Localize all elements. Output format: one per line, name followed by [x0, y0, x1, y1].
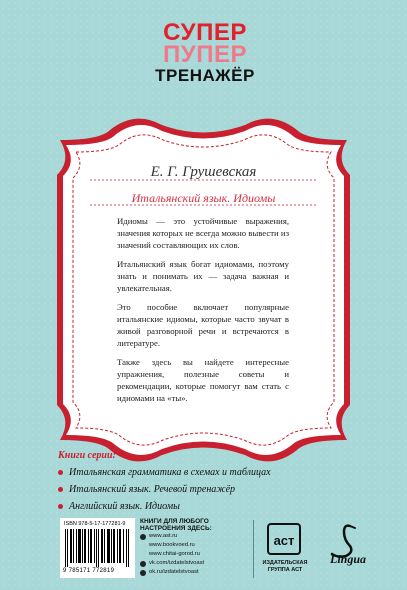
shop-link-label: www.chitai-gorod.ru [149, 551, 200, 557]
shop-link-label: ok.ru/izdatelstvoast [149, 569, 199, 575]
imprint-name: Lingua [330, 552, 367, 566]
series-list-item [58, 481, 358, 498]
series-list-heading: Книги серии: [58, 450, 116, 461]
series-list-item [58, 498, 358, 515]
annotation-paragraph: Это пособие включает популярные итальянские идиомы, которые часто звучат в живой разговорной речи и встречаются в литературе. [117, 302, 289, 348]
shop-link[interactable] [140, 550, 250, 559]
author-name: Е. Г. Грушевская [150, 164, 257, 180]
bullet-icon [58, 487, 63, 492]
annotation-text [117, 215, 289, 411]
shop-link-label: www.ast.ru [149, 533, 178, 539]
shop-link[interactable] [140, 541, 250, 550]
isbn-label: ISBN 978-5-17-177281-9 [64, 521, 126, 527]
globe-icon [140, 534, 146, 540]
shop-links [140, 518, 250, 577]
book-title: Итальянский язык. Идиомы [131, 191, 276, 205]
annotation-paragraph: Также здесь вы найдете интересные упражнения, полезные советы и рекомендации, которые помогут вам стать с идиомами на «ты». [117, 357, 289, 403]
publisher-name-line1: ИЗДАТЕЛЬСКАЯ [262, 560, 308, 566]
shop-link[interactable] [140, 568, 250, 577]
series-list-item-label: Английский язык. Идиомы [69, 501, 180, 512]
series-logo-word1: СУПЕР [163, 19, 247, 46]
publisher-name [254, 560, 316, 573]
ast-logo-icon [266, 522, 302, 556]
publisher-name-line2: ГРУППА АСТ [267, 566, 303, 573]
shop-heading-line2: НАСТРОЕНИЯ ЗДЕСЬ: [140, 525, 212, 532]
annotation-paragraph: Идиомы — это устойчивые выражения, значения которых не всегда можно вывести из значений составляющих их слов. [117, 216, 289, 250]
barcode-icon [65, 529, 130, 567]
series-list-item-label: Итальянский язык. Речевой тренажёр [69, 484, 236, 495]
shop-heading-line1: КНИГИ ДЛЯ ЛЮБОГО [140, 518, 209, 525]
annotation-paragraph: Итальянский язык богат идиомами, поэтому знать и понимать их — задача важная и увлекательная. [117, 259, 289, 293]
shop-link-label: vk.com/izdatelstvoast [149, 560, 205, 566]
series-logo-word3: ТРЕНАЖЁР [155, 66, 255, 85]
series-list [58, 450, 358, 515]
series-list-item-label: Итальянская грамматика в схемах и таблицах [69, 467, 271, 478]
ok-icon [140, 570, 146, 576]
ast-logo-text: аст [273, 533, 295, 548]
shop-link[interactable] [140, 559, 250, 568]
isbn-digits: 9 785171 772819 [63, 568, 115, 574]
isbn-barcode-box [60, 518, 135, 578]
series-list-item [58, 464, 358, 481]
vk-icon [140, 561, 146, 567]
bullet-icon [58, 470, 63, 475]
series-logo-word2: ПУПЕР [163, 41, 247, 68]
shop-link[interactable] [140, 532, 250, 541]
bullet-icon [58, 504, 63, 509]
shop-link-label: www.bookvoed.ru [149, 542, 195, 548]
